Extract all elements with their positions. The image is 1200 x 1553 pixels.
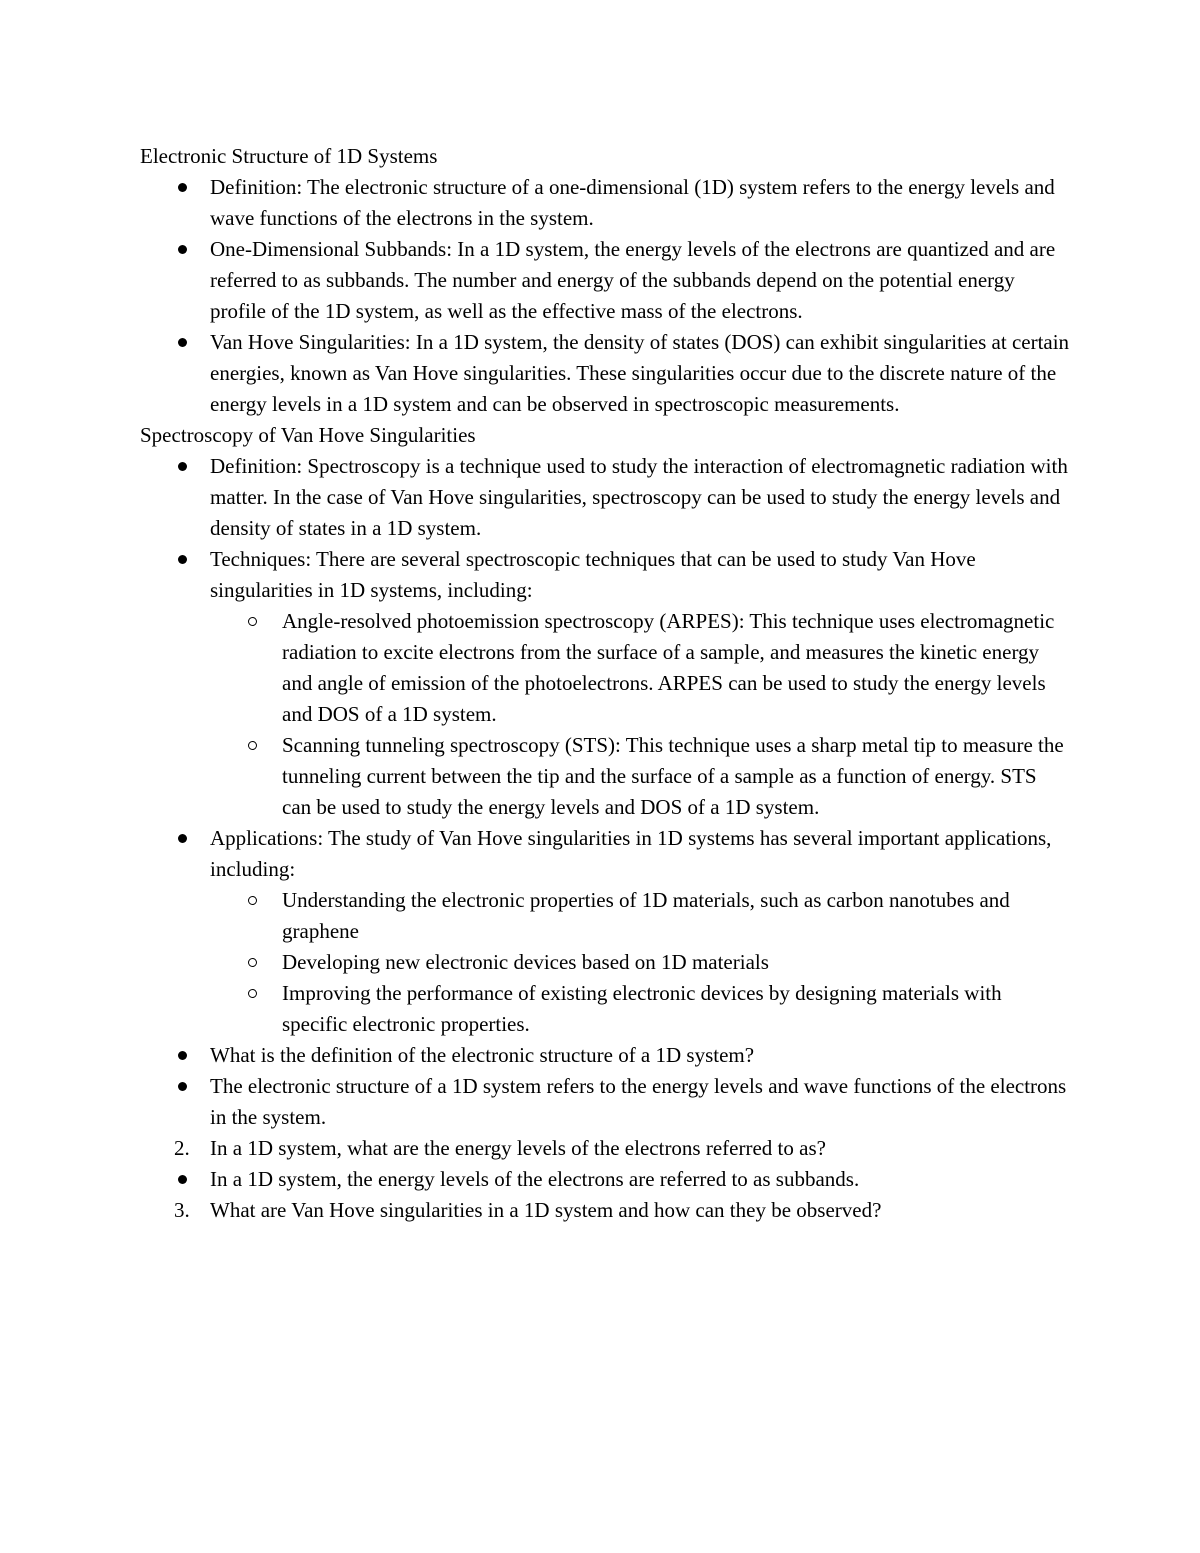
bullet-text: Van Hove Singularities: In a 1D system, the density of states (DOS) can exhibit singularities at certain energies, known as Van Hove singularities. These singularities occur due to the discrete nature of the energy levels in a 1D system and can be observed in spectroscopic measurements.: [210, 330, 1070, 416]
bullet-disc-icon: [178, 1071, 187, 1102]
bullet-item: [140, 234, 1070, 327]
sub-bullet-item: [140, 885, 1070, 947]
qa-text: What is the definition of the electronic structure of a 1D system?: [210, 1043, 755, 1067]
bullet-circle-icon: [248, 606, 257, 637]
bullet-circle-icon: [248, 978, 257, 1009]
sub-bullet-item: [140, 978, 1070, 1040]
bullet-disc-icon: [178, 327, 187, 358]
qa-item: [140, 1164, 1070, 1195]
sub-bullet-item: [140, 947, 1070, 978]
qa-item: [140, 1195, 1070, 1226]
qa-item: [140, 1133, 1070, 1164]
sub-bullet-text: Angle-resolved photoemission spectroscopy (ARPES): This technique uses electromagnetic radiation to excite electrons from the surface of a sample, and measures the kinetic energy and angle of emission of the photoelectrons. ARPES can be used to study the energy levels and DOS of a 1D system.: [282, 609, 1055, 726]
bullet-text: One-Dimensional Subbands: In a 1D system, the energy levels of the electrons are quantized and are referred to as subbands. The number and energy of the subbands depend on the potential energy profile of the 1D system, as well as the effective mass of the electrons.: [210, 237, 1056, 323]
sub-bullet-text: Understanding the electronic properties of 1D materials, such as carbon nanotubes and graphene: [282, 888, 1010, 943]
qa-text: In a 1D system, the energy levels of the electrons are referred to as subbands.: [210, 1167, 860, 1191]
qa-item: [140, 1071, 1070, 1133]
bullet-disc-icon: [178, 234, 187, 265]
bullet-item: [140, 451, 1070, 544]
bullet-disc-icon: [178, 823, 187, 854]
sub-bullet-item: [140, 730, 1070, 823]
qa-text: The electronic structure of a 1D system refers to the energy levels and wave functions of the electrons in the system.: [210, 1074, 1067, 1129]
bullet-disc-icon: [178, 1164, 187, 1195]
bullet-item: [140, 172, 1070, 234]
section-heading-electronic-structure: Electronic Structure of 1D Systems: [140, 144, 438, 168]
qa-text: In a 1D system, what are the energy levels of the electrons referred to as?: [210, 1136, 826, 1160]
bullet-disc-icon: [178, 1040, 187, 1071]
bullet-circle-icon: [248, 947, 257, 978]
section-heading-spectroscopy: Spectroscopy of Van Hove Singularities: [140, 423, 476, 447]
bullet-circle-icon: [248, 730, 257, 761]
bullet-text: Definition: The electronic structure of a one-dimensional (1D) system refers to the energy levels and wave functions of the electrons in the system.: [210, 175, 1055, 230]
qa-text: What are Van Hove singularities in a 1D system and how can they be observed?: [210, 1198, 882, 1222]
bullet-text: Applications: The study of Van Hove singularities in 1D systems has several important applications, including:: [210, 826, 1052, 881]
bullet-disc-icon: [178, 544, 187, 575]
bullet-item: [140, 327, 1070, 420]
bullet-item: [140, 544, 1070, 606]
sub-bullet-text: Developing new electronic devices based on 1D materials: [282, 950, 769, 974]
bullet-disc-icon: [178, 172, 187, 203]
list-number: 3.: [174, 1198, 190, 1222]
bullet-text: Techniques: There are several spectroscopic techniques that can be used to study Van Hove singularities in 1D systems, including:: [210, 547, 976, 602]
document-page: [140, 141, 1070, 1226]
sub-bullet-text: Scanning tunneling spectroscopy (STS): This technique uses a sharp metal tip to measure the tunneling current between the tip and the surface of a sample as a function of energy. STS can be used to study the energy levels and DOS of a 1D system.: [282, 733, 1064, 819]
list-number: 2.: [174, 1136, 190, 1160]
bullet-text: Definition: Spectroscopy is a technique used to study the interaction of electromagnetic radiation with matter. In the case of Van Hove singularities, spectroscopy can be used to study the energy levels and density of states in a 1D system.: [210, 454, 1068, 540]
sub-bullet-item: [140, 606, 1070, 730]
bullet-circle-icon: [248, 885, 257, 916]
sub-bullet-text: Improving the performance of existing electronic devices by designing materials with specific electronic properties.: [282, 981, 1002, 1036]
bullet-item: [140, 823, 1070, 885]
qa-item: [140, 1040, 1070, 1071]
bullet-disc-icon: [178, 451, 187, 482]
